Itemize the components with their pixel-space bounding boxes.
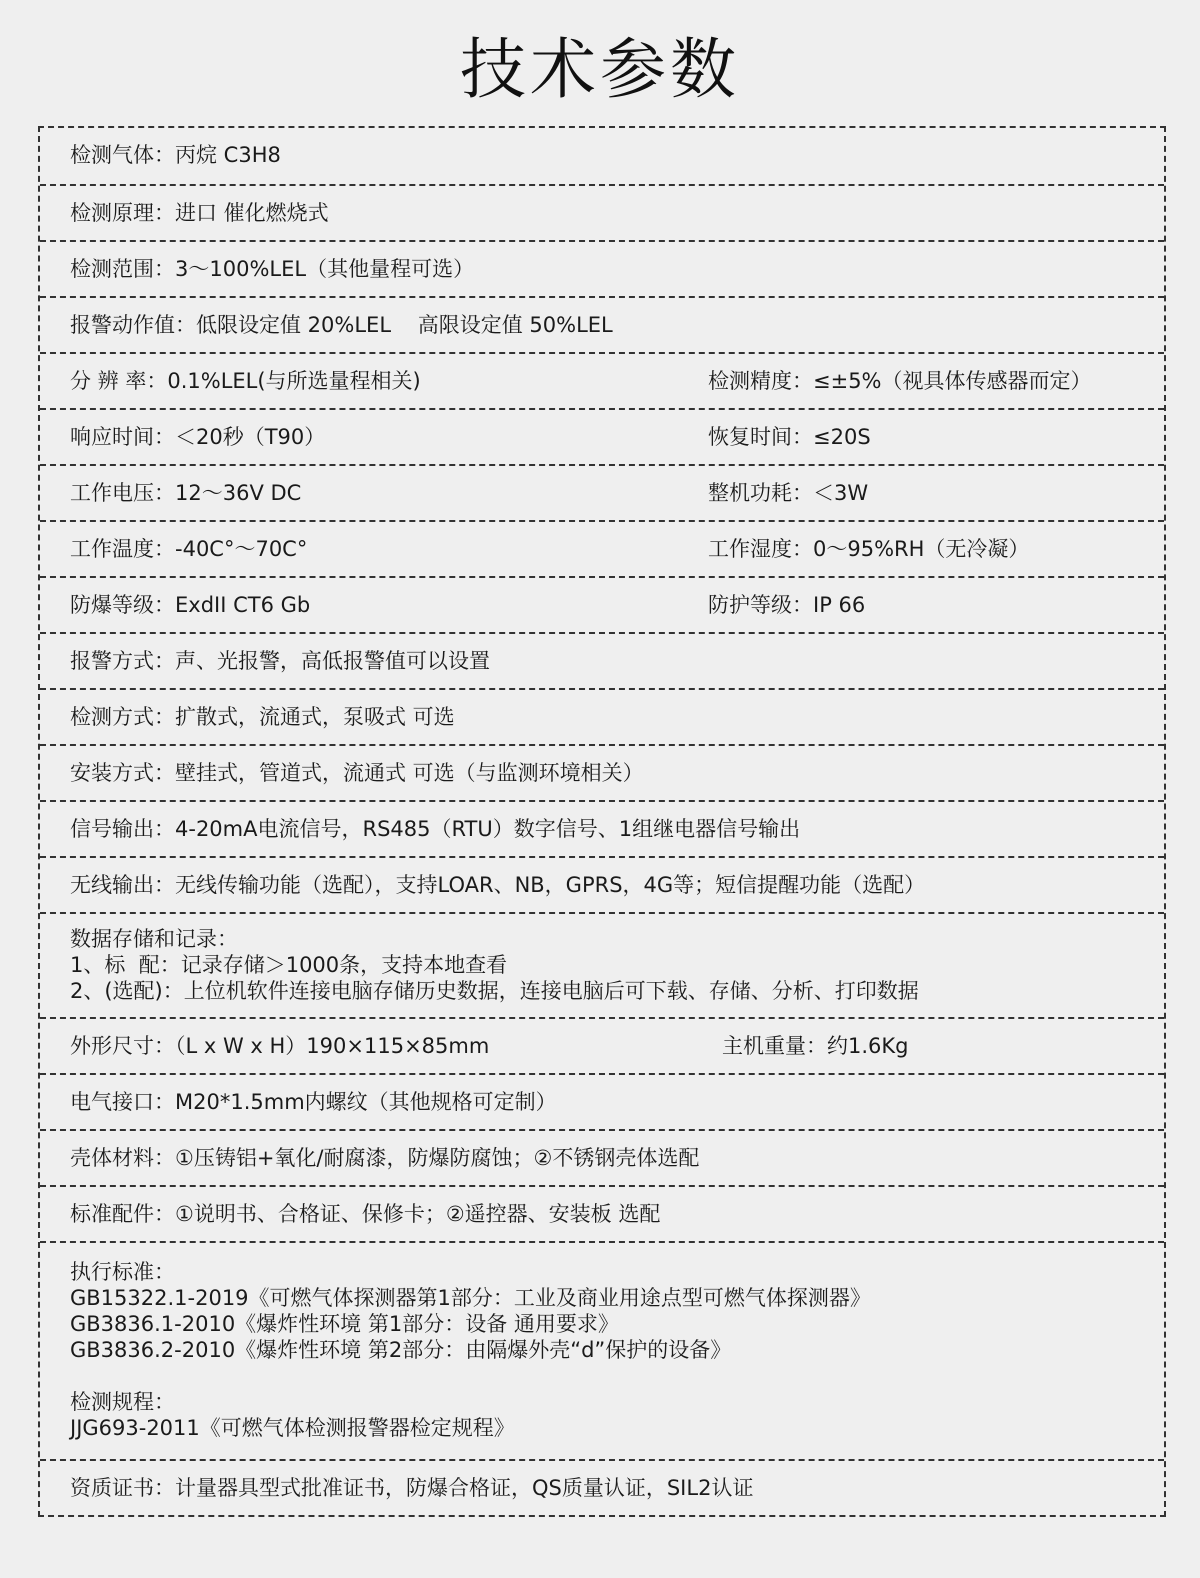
spec-text: 报警动作值：低限设定值 20%LEL 高限设定值 50%LEL — [70, 313, 613, 337]
spec-text: 外形尺寸：（L x W x H）190×115×85mm — [70, 1034, 490, 1058]
spec-text: 检测范围：3～100%LEL（其他量程可选） — [70, 257, 475, 281]
spec-text-right: 恢复时间：≤20S — [708, 425, 871, 449]
spec-text: 安装方式：壁挂式，管道式，流通式 可选（与监测环境相关） — [70, 761, 644, 785]
standards-heading: 执行标准： — [70, 1260, 175, 1284]
spec-table — [38, 126, 1166, 1517]
spec-text: 检测气体：丙烷 C3H8 — [70, 143, 281, 167]
spec-row — [40, 1459, 1164, 1515]
spec-row — [40, 856, 1164, 912]
storage-line: 1、标 配：记录存储＞1000条，支持本地查看 — [70, 953, 508, 977]
spec-row — [40, 464, 1164, 520]
storage-line: 2、(选配)：上位机软件连接电脑存储历史数据，连接电脑后可下载、存储、分析、打印数据 — [70, 979, 919, 1003]
spec-text: 检测方式：扩散式，流通式，泵吸式 可选 — [70, 705, 455, 729]
spec-text-right: 防护等级：IP 66 — [708, 593, 866, 617]
spec-text: 壳体材料：①压铸铝+氧化/耐腐漆，防爆防腐蚀；②不锈钢壳体选配 — [70, 1146, 700, 1170]
standards-row — [40, 1241, 1164, 1459]
spec-row — [40, 576, 1164, 632]
spacer — [70, 1363, 1134, 1389]
regulation-heading: 检测规程： — [70, 1390, 175, 1414]
spec-row — [40, 128, 1164, 184]
spec-text-right: 工作湿度：0～95%RH（无冷凝） — [708, 537, 1030, 561]
spec-row — [40, 1185, 1164, 1241]
spec-row — [40, 1073, 1164, 1129]
spec-row — [40, 520, 1164, 576]
spec-text: 标准配件：①说明书、合格证、保修卡；②遥控器、安装板 选配 — [70, 1202, 661, 1226]
spec-row — [40, 1129, 1164, 1185]
standards-line: GB15322.1-2019《可燃气体探测器第1部分：工业及商业用途点型可燃气体探测器》 — [70, 1286, 871, 1310]
spec-row — [40, 1017, 1164, 1073]
spec-text: 分 辨 率：0.1%LEL(与所选量程相关) — [70, 369, 421, 393]
spec-text: 报警方式：声、光报警，高低报警值可以设置 — [70, 649, 490, 673]
spec-text: 响应时间：＜20秒（T90） — [70, 425, 326, 449]
spec-row — [40, 296, 1164, 352]
spec-row — [40, 632, 1164, 688]
regulation-line: JJG693-2011《可燃气体检测报警器检定规程》 — [70, 1416, 515, 1440]
spec-text-right: 整机功耗：＜3W — [708, 481, 869, 505]
spec-row — [40, 240, 1164, 296]
spec-row — [40, 800, 1164, 856]
spec-row — [40, 408, 1164, 464]
spec-text: 电气接口：M20*1.5mm内螺纹（其他规格可定制） — [70, 1090, 557, 1114]
spec-row — [40, 688, 1164, 744]
standards-line: GB3836.2-2010《爆炸性环境 第2部分：由隔爆外壳“d”保护的设备》 — [70, 1338, 732, 1362]
spec-text-right: 主机重量：约1.6Kg — [722, 1034, 909, 1058]
spec-text: 无线输出：无线传输功能（选配），支持LOAR、NB，GPRS，4G等；短信提醒功能（选配） — [70, 873, 926, 897]
storage-row — [40, 912, 1164, 1017]
spec-text: 检测原理：进口 催化燃烧式 — [70, 201, 329, 225]
spec-text: 信号输出：4-20mA电流信号，RS485（RTU）数字信号、1组继电器信号输出 — [70, 817, 801, 841]
storage-heading: 数据存储和记录： — [70, 927, 238, 951]
spec-row — [40, 744, 1164, 800]
standards-line: GB3836.1-2010《爆炸性环境 第1部分：设备 通用要求》 — [70, 1312, 619, 1336]
spec-text: 工作温度：-40C°～70C° — [70, 537, 308, 561]
spec-text: 资质证书：计量器具型式批准证书，防爆合格证，QS质量认证，SIL2认证 — [70, 1476, 754, 1500]
spec-row — [40, 352, 1164, 408]
spec-text: 防爆等级：ExdII CT6 Gb — [70, 593, 311, 617]
page-title: 技术参数 — [460, 31, 740, 108]
spec-text: 工作电压：12～36V DC — [70, 481, 302, 505]
spec-text-right: 检测精度：≤±5%（视具体传感器而定） — [708, 369, 1092, 393]
spec-row — [40, 184, 1164, 240]
